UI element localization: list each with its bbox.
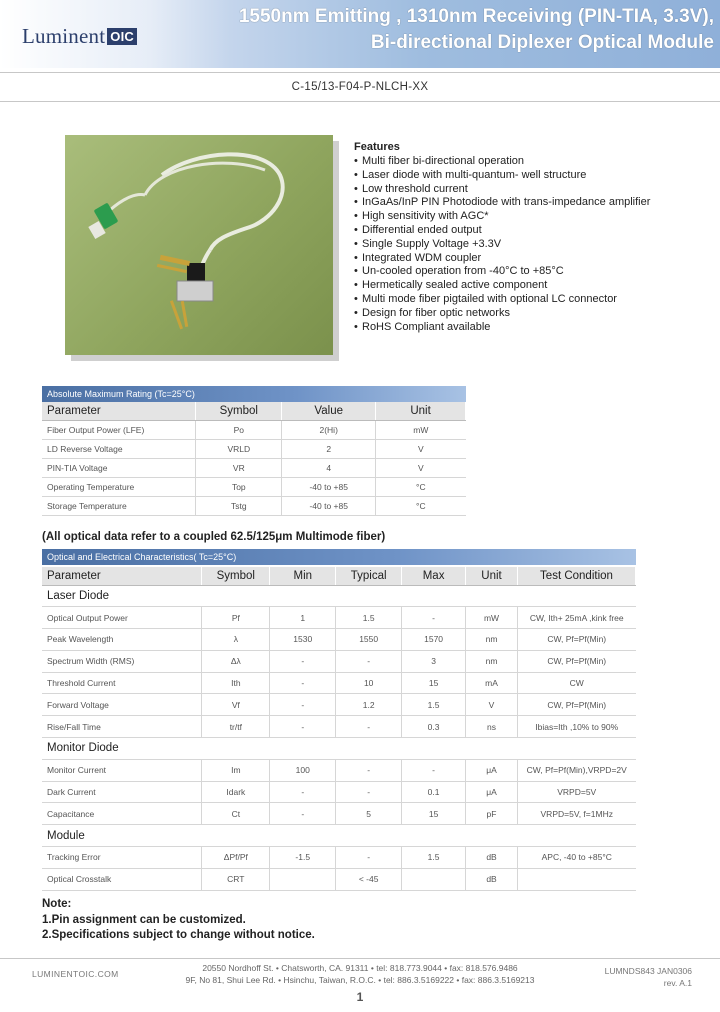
table-cell: Optical Crosstalk: [42, 868, 202, 890]
optical-header-cell: Test Condition: [517, 567, 635, 585]
table-cell: Dark Current: [42, 781, 202, 803]
table-cell: -: [402, 607, 466, 629]
table-cell: V: [466, 694, 518, 716]
optical-header-cell: Min: [270, 567, 336, 585]
table-cell: 1.5: [336, 607, 402, 629]
doc-id: LUMNDS843 JAN0306: [604, 966, 692, 976]
title-line-1: 1550nm Emitting , 1310nm Receiving (PIN-TIA, 3.3V),: [238, 6, 714, 27]
feature-item: [354, 252, 650, 266]
page-header: [0, 0, 720, 68]
feature-text: Differential ended output: [362, 223, 482, 236]
optical-header-cell: Parameter: [42, 567, 202, 585]
table-cell: -: [336, 847, 402, 869]
table-cell: Optical Output Power: [42, 607, 202, 629]
table-cell: 0.1: [402, 781, 466, 803]
table-row: [42, 759, 636, 781]
table-cell: Tstg: [196, 496, 282, 515]
table-cell: °C: [376, 477, 466, 496]
table-cell: Po: [196, 420, 282, 439]
table-cell: μA: [466, 759, 518, 781]
optical-characteristics-table: [42, 567, 636, 891]
table-cell: CW, Pf=Pf(Min): [517, 629, 635, 651]
doc-revision: rev. A.1: [663, 978, 692, 988]
optical-header-cell: Max: [402, 567, 466, 585]
part-number: C-15/13-F04-P-NLCH-XX: [291, 81, 429, 93]
feature-item: [354, 265, 650, 279]
abs-max-table: [42, 402, 466, 516]
feature-item: [354, 293, 650, 307]
table-cell: CW, Ith+ 25mA ,kink free: [517, 607, 635, 629]
feature-item: [354, 307, 650, 321]
table-row: [42, 803, 636, 825]
table-cell: Tracking Error: [42, 847, 202, 869]
optical-section-title: Optical and Electrical Characteristics( Tc=25°C): [42, 549, 636, 565]
table-cell: λ: [202, 629, 270, 651]
group-row: [42, 585, 636, 607]
company-logo: [22, 24, 137, 49]
table-cell: 100: [270, 759, 336, 781]
table-cell: -40 to +85: [282, 477, 376, 496]
table-row: [42, 420, 466, 439]
optical-header-cell: Unit: [466, 567, 518, 585]
table-cell: Capacitance: [42, 803, 202, 825]
feature-item: [354, 224, 650, 238]
group-title: Monitor Diode: [42, 738, 636, 760]
table-row: [42, 672, 636, 694]
table-row: [42, 650, 636, 672]
table-cell: CRT: [202, 868, 270, 890]
table-cell: VRPD=5V, f=1MHz: [517, 803, 635, 825]
table-cell: 1: [270, 607, 336, 629]
bullet-icon: •: [354, 279, 358, 292]
table-cell: ns: [466, 716, 518, 738]
table-cell: -: [270, 781, 336, 803]
bullet-icon: •: [354, 237, 358, 250]
optical-header-cell: Symbol: [202, 567, 270, 585]
optical-fiber-note: (All optical data refer to a coupled 62.5/125μm Multimode fiber): [42, 531, 386, 543]
table-cell: Spectrum Width (RMS): [42, 650, 202, 672]
feature-text: Multi fiber bi-directional operation: [362, 155, 525, 167]
table-row: [42, 629, 636, 651]
feature-item: [354, 238, 650, 252]
table-cell: CW, Pf=Pf(Min): [517, 694, 635, 716]
table-row: [42, 716, 636, 738]
feature-text: Low threshold current: [362, 182, 468, 195]
feature-item: [354, 183, 650, 197]
table-cell: Pf: [202, 607, 270, 629]
table-cell: CW, Pf=Pf(Min): [517, 650, 635, 672]
table-cell: Ct: [202, 803, 270, 825]
logo-badge: OIC: [107, 28, 137, 45]
feature-item: [354, 279, 650, 293]
table-cell: Fiber Output Power (LFE): [42, 420, 196, 439]
bullet-icon: •: [354, 182, 358, 195]
feature-text: Multi mode fiber pigtailed with optional LC connector: [362, 292, 617, 305]
table-cell: mW: [466, 607, 518, 629]
bullet-icon: •: [354, 265, 358, 278]
table-cell: -: [270, 716, 336, 738]
table-cell: -40 to +85: [282, 496, 376, 515]
feature-item: [354, 155, 650, 169]
part-number-bar: [0, 72, 720, 102]
table-cell: VR: [196, 458, 282, 477]
bullet-icon: •: [354, 168, 358, 181]
table-cell: mA: [466, 672, 518, 694]
feature-text: Un-cooled operation from -40°C to +85°C: [362, 265, 564, 278]
table-cell: -: [336, 759, 402, 781]
table-cell: °C: [376, 496, 466, 515]
table-cell: Idark: [202, 781, 270, 803]
feature-text: High sensitivity with AGC*: [362, 210, 489, 223]
table-cell: 0.3: [402, 716, 466, 738]
group-row: [42, 825, 636, 847]
table-cell: 1.2: [336, 694, 402, 716]
page-number: 1: [356, 990, 364, 1004]
feature-text: Design for fiber optic networks: [362, 306, 510, 319]
address-taiwan: 9F, No 81, Shui Lee Rd. • Hsinchu, Taiwan, R.O.C. • tel: 886.3.5169222 • fax: 886.3.5169213: [185, 975, 535, 985]
table-cell: Operating Temperature: [42, 477, 196, 496]
website-link[interactable]: LUMINENTOIC.COM: [32, 969, 119, 979]
table-cell: Ibias=Ith ,10% to 90%: [517, 716, 635, 738]
table-row: [42, 607, 636, 629]
table-cell: tr/tf: [202, 716, 270, 738]
feature-text: Hermetically sealed active component: [362, 279, 548, 292]
table-cell: 1530: [270, 629, 336, 651]
table-cell: VRPD=5V: [517, 781, 635, 803]
features-list: [354, 155, 650, 334]
table-cell: Ith: [202, 672, 270, 694]
table-row: [42, 458, 466, 477]
table-cell: 3: [402, 650, 466, 672]
table-cell: -: [336, 716, 402, 738]
bullet-icon: •: [354, 306, 358, 319]
fiber-module-image: [65, 135, 333, 355]
table-cell: APC, -40 to +85°C: [517, 847, 635, 869]
features-section: [354, 141, 650, 334]
table-cell: < -45: [336, 868, 402, 890]
feature-text: InGaAs/InP PIN Photodiode with trans-impedance amplifier: [362, 196, 651, 209]
table-cell: Peak Wavelength: [42, 629, 202, 651]
page-footer: [0, 958, 720, 1004]
table-cell: nm: [466, 629, 518, 651]
features-title: Features: [354, 141, 400, 153]
table-cell: -: [402, 759, 466, 781]
feature-text: Integrated WDM coupler: [362, 251, 482, 264]
abs-max-section-title: Absolute Maximum Rating (Tc=25°C): [42, 386, 466, 402]
table-cell: 4: [282, 458, 376, 477]
table-cell: PIN-TIA Voltage: [42, 458, 196, 477]
table-cell: mW: [376, 420, 466, 439]
feature-item: [354, 210, 650, 224]
table-cell: CW: [517, 672, 635, 694]
table-cell: V: [376, 439, 466, 458]
table-cell: 1550: [336, 629, 402, 651]
bullet-icon: •: [354, 320, 358, 333]
table-row: [42, 439, 466, 458]
bullet-icon: •: [354, 251, 358, 264]
note-1: 1.Pin assignment can be customized.: [42, 913, 246, 926]
table-cell: 1.5: [402, 847, 466, 869]
feature-item: [354, 169, 650, 183]
group-title: Laser Diode: [42, 585, 636, 607]
table-cell: LD Reverse Voltage: [42, 439, 196, 458]
notes-section: [42, 897, 315, 944]
abs-header-cell: Parameter: [42, 402, 196, 420]
table-cell: -: [336, 650, 402, 672]
table-cell: Vf: [202, 694, 270, 716]
table-cell: ΔPf/Pf: [202, 847, 270, 869]
table-cell: 5: [336, 803, 402, 825]
table-cell: Threshold Current: [42, 672, 202, 694]
table-cell: 10: [336, 672, 402, 694]
table-cell: CW, Pf=Pf(Min),VRPD=2V: [517, 759, 635, 781]
table-cell: 2(Hi): [282, 420, 376, 439]
note-2: 2.Specifications subject to change without notice.: [42, 929, 315, 941]
group-title: Module: [42, 825, 636, 847]
table-cell: VRLD: [196, 439, 282, 458]
table-row: [42, 781, 636, 803]
table-cell: pF: [466, 803, 518, 825]
table-cell: Storage Temperature: [42, 496, 196, 515]
table-row: [42, 477, 466, 496]
feature-text: Laser diode with multi-quantum- well structure: [362, 168, 587, 181]
table-cell: μA: [466, 781, 518, 803]
table-cell: dB: [466, 847, 518, 869]
table-cell: Rise/Fall Time: [42, 716, 202, 738]
abs-header-cell: Value: [282, 402, 376, 420]
table-cell: -1.5: [270, 847, 336, 869]
bullet-icon: •: [354, 196, 358, 209]
table-cell: Monitor Current: [42, 759, 202, 781]
table-cell: nm: [466, 650, 518, 672]
table-cell: [270, 868, 336, 890]
feature-text: RoHS Compliant available: [362, 320, 491, 333]
doc-info: [605, 965, 692, 989]
logo-text: Luminent: [22, 24, 106, 48]
group-row: [42, 738, 636, 760]
address-us: 20550 Nordhoff St. • Chatsworth, CA. 91311 • tel: 818.773.9044 • fax: 818.576.9486: [202, 963, 518, 973]
abs-header-cell: Unit: [376, 402, 466, 420]
table-cell: Δλ: [202, 650, 270, 672]
table-cell: Im: [202, 759, 270, 781]
table-cell: -: [270, 672, 336, 694]
feature-text: Single Supply Voltage +3.3V: [362, 237, 502, 250]
table-cell: 2: [282, 439, 376, 458]
table-cell: 1570: [402, 629, 466, 651]
bullet-icon: •: [354, 210, 358, 223]
bullet-icon: •: [354, 292, 358, 305]
table-row: [42, 868, 636, 890]
bullet-icon: •: [354, 223, 358, 236]
table-cell: -: [270, 803, 336, 825]
table-cell: [517, 868, 635, 890]
feature-item: [354, 321, 650, 335]
table-cell: -: [270, 694, 336, 716]
table-cell: -: [270, 650, 336, 672]
table-cell: V: [376, 458, 466, 477]
table-cell: Forward Voltage: [42, 694, 202, 716]
title-line-2: Bi-directional Diplexer Optical Module: [370, 32, 714, 53]
product-photo: [65, 135, 333, 355]
notes-title: Note:: [42, 898, 72, 910]
table-cell: 1.5: [402, 694, 466, 716]
table-cell: -: [336, 781, 402, 803]
optical-header-cell: Typical: [336, 567, 402, 585]
feature-item: [354, 196, 650, 210]
table-cell: dB: [466, 868, 518, 890]
footer-address: [170, 962, 550, 986]
table-row: [42, 496, 466, 515]
table-cell: [402, 868, 466, 890]
abs-header-cell: Symbol: [196, 402, 282, 420]
table-row: [42, 694, 636, 716]
table-row: [42, 847, 636, 869]
table-cell: 15: [402, 803, 466, 825]
table-cell: Top: [196, 477, 282, 496]
bullet-icon: •: [354, 155, 358, 167]
table-cell: 15: [402, 672, 466, 694]
